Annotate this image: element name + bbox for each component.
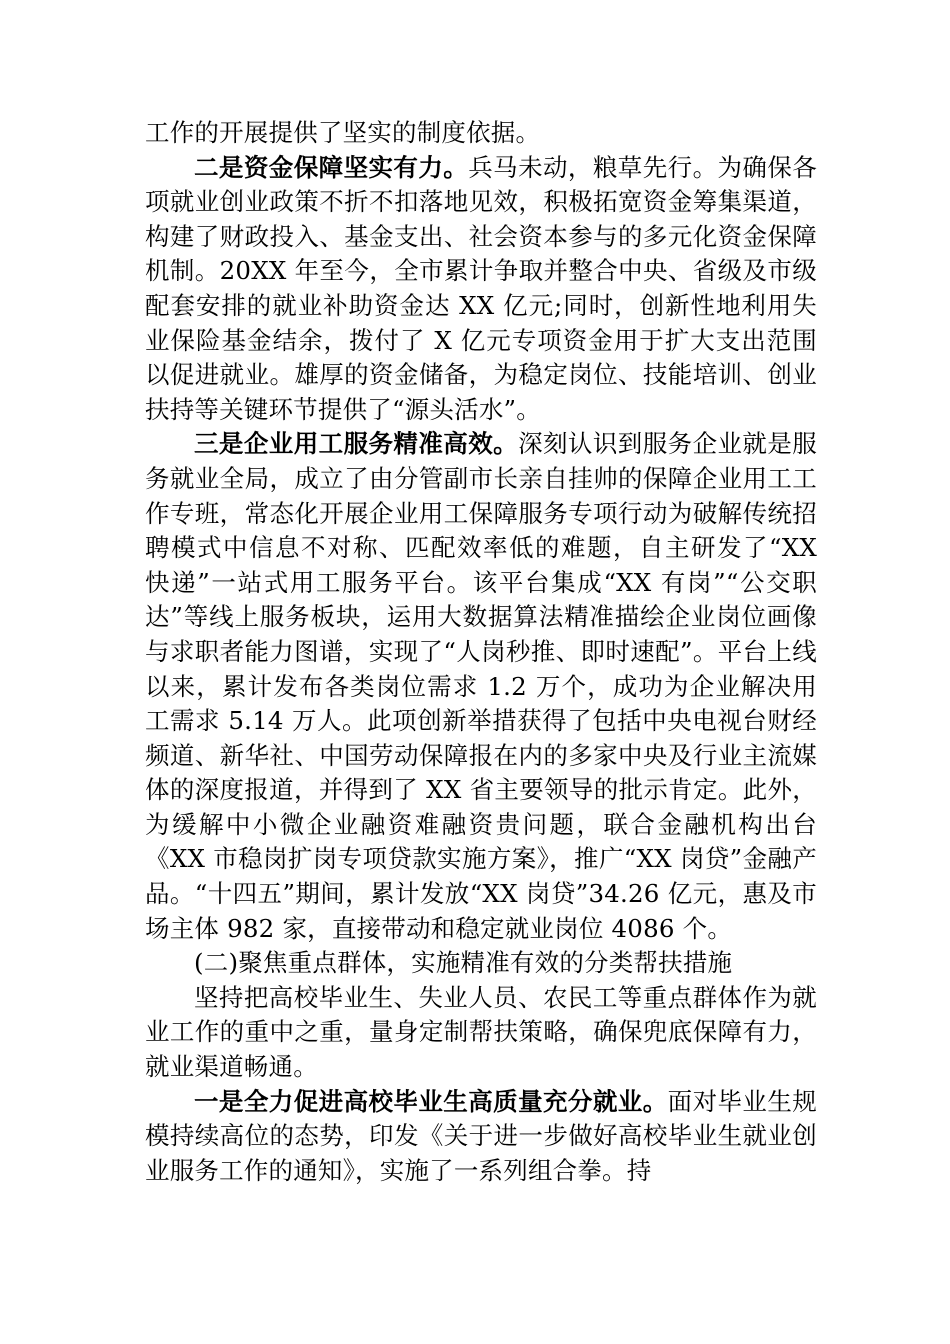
paragraph-continuation: [145, 116, 817, 151]
section-heading-key-groups: [145, 946, 817, 981]
paragraph-text: 面对毕业生规模持续高位的态势，印发《关于进一步做好高校毕业生就业创业服务工作的通知》，实施了一系列组合拳。持: [145, 1086, 817, 1185]
paragraph-text: 坚持把高校毕业生、失业人员、农民工等重点群体作为就业工作的重中之重，量身定制帮扶策略，确保兜底保障有力，就业渠道畅通。: [145, 982, 817, 1082]
paragraph-heading: 三是企业用工服务精准高效。: [194, 429, 519, 459]
paragraph-text: 兵马未动，粮草先行。为确保各项就业创业政策不折不扣落地见效，积极拓宽资金筹集渠道，构建了财政投入、基金支出、社会资本参与的多元化资金保障机制。20XX 年至今，全市累计争取并整合中央、省级及市级配套安排的就业补助资金达 XX 亿元;同时，创新性地利用失业保险基金结余，拨付了 X 亿元专项资金用于扩大支出范围以促进就业。雄厚的资金储备，为稳定岗位、技能培训、创业扶持等关键环节提供了“源头活水”。: [145, 152, 817, 424]
document-body: [145, 116, 817, 1188]
paragraph-heading: 一是全力促进高校毕业生高质量充分就业。: [194, 1086, 668, 1116]
paragraph-heading: 二是资金保障坚实有力。: [194, 152, 469, 182]
paragraph-key-groups-intro: [145, 981, 817, 1085]
paragraph-funding-guarantee: [145, 151, 817, 428]
paragraph-employment-service: [145, 427, 817, 946]
paragraph-graduate-employment: [145, 1085, 817, 1189]
section-heading-text: (二)聚焦重点群体，实施精准有效的分类帮扶措施: [194, 948, 733, 978]
paragraph-text: 工作的开展提供了坚实的制度依据。: [145, 118, 541, 147]
paragraph-text: 深刻认识到服务企业就是服务就业全局，成立了由分管副市长亲自挂帅的保障企业用工工作专班，常态化开展企业用工保障服务专项行动为破解传统招聘模式中信息不对称、匹配效率低的难题，自主研发了“XX 快递”一站式用工服务平台。该平台集成“XX 有岗”“公交职达”等线上服务板块，运用大数据算法精准描绘企业岗位画像与求职者能力图谱，实现了“人岗秒推、即时速配”。平台上线以来，累计发布各类岗位需求 1.2 万个，成功为企业解决用工需求 5.14 万人。此项创新举措获得了包括中央电视台财经频道、新华社、中国劳动保障报在内的多家中央及行业主流媒体的深度报道，并得到了 XX 省主要领导的批示肯定。此外，为缓解中小微企业融资难融资贵问题，联合金融机构出台《XX 市稳岗扩岗专项贷款实施方案》，推广“XX 岗贷”金融产品。“十四五”期间，累计发放“XX 岗贷”34.26 亿元，惠及市场主体 982 家，直接带动和稳定就业岗位 4086 个。: [145, 429, 817, 943]
